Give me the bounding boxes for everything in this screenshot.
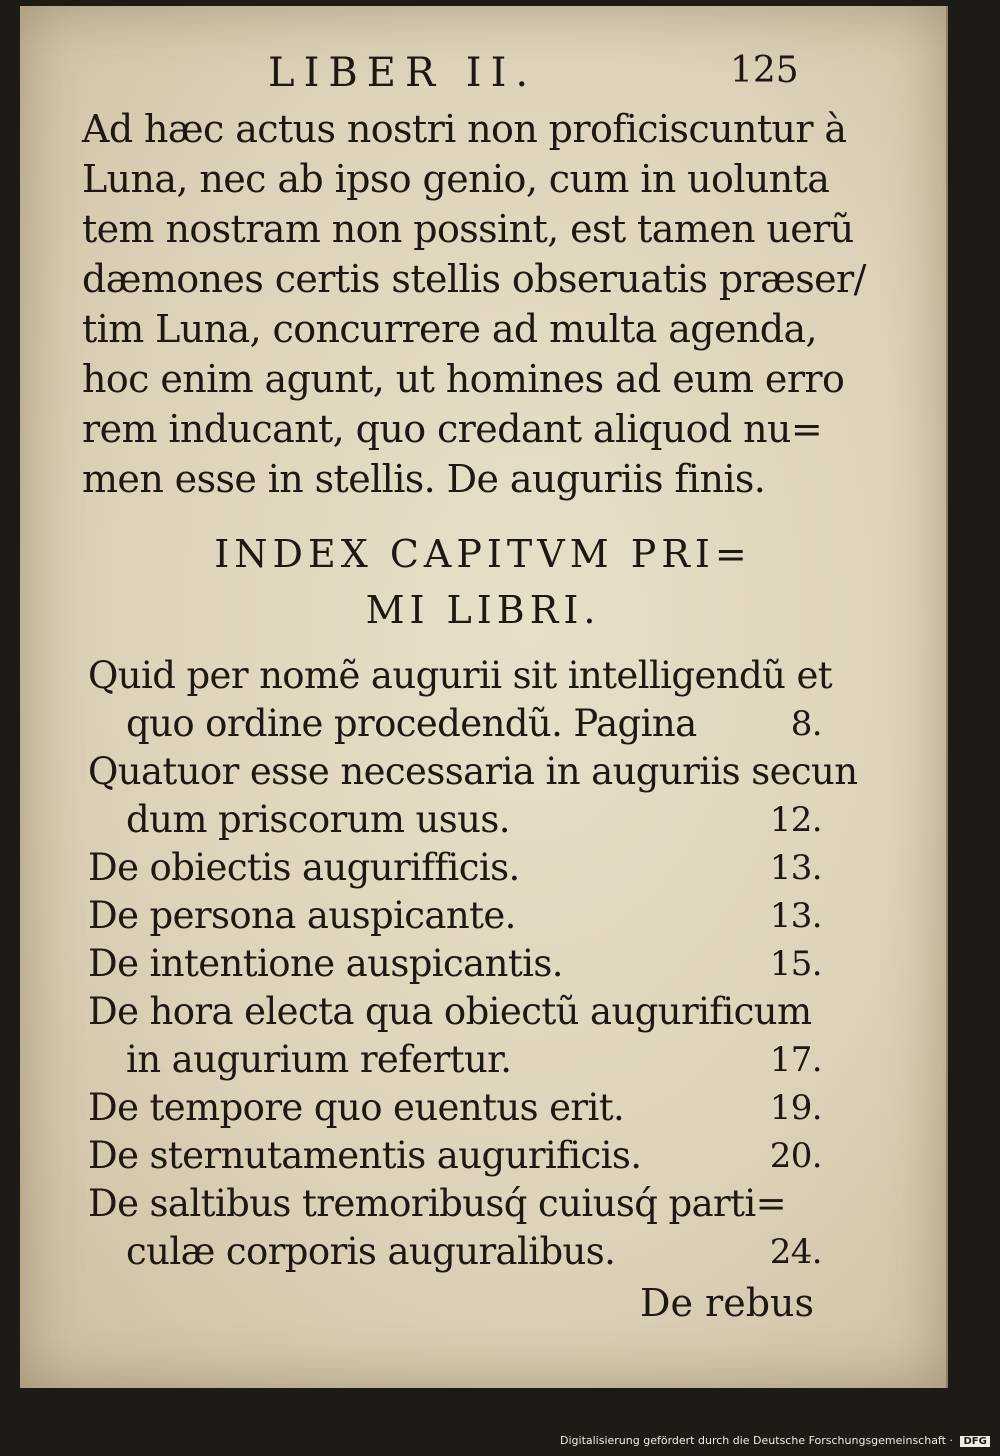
toc-entry — [88, 748, 858, 844]
catchword: De rebus — [640, 1281, 814, 1325]
toc-entry-line: De hora electa qua obiectũ augurificum — [88, 990, 812, 1033]
paragraph-line: rem inducant, quo credant aliquod nu= — [82, 407, 823, 451]
paragraph-line: dæmones certis stellis obseruatis præser/ — [82, 257, 866, 301]
toc-entry-line: in augurium refertur. — [126, 1038, 512, 1081]
running-title: LIBER II. — [268, 50, 538, 96]
table-of-contents — [88, 652, 858, 1276]
toc-page-number: 17. — [769, 1040, 822, 1080]
toc-page-number: 24. — [769, 1232, 822, 1272]
paragraph-line: tim Luna, concurrere ad multa agenda, — [82, 307, 817, 351]
toc-entry-line: dum priscorum usus. — [126, 798, 510, 841]
toc-entry-line: culæ corporis auguralibus. — [126, 1230, 616, 1273]
toc-entry — [88, 1132, 828, 1180]
paragraph-line: Ad hæc actus nostri non proficiscuntur à — [82, 107, 847, 151]
toc-entry-line: Quatuor esse necessaria in auguriis secun — [88, 750, 858, 793]
toc-page-number: 20. — [769, 1136, 822, 1176]
toc-page-number: 13. — [769, 848, 822, 888]
page-header — [20, 50, 946, 100]
toc-page-number: 13. — [769, 896, 822, 936]
book-page — [20, 6, 948, 1388]
toc-page-number: 19. — [769, 1088, 822, 1128]
toc-entry-line: De tempore quo euentus erit. — [88, 1086, 625, 1129]
paragraph-line: tem nostram non possint, est tamen uerũ — [82, 207, 854, 251]
footer-text: Digitalisierung gefördert durch die Deutsche Forschungsgemeinschaft — [560, 1434, 946, 1447]
toc-entry — [88, 892, 828, 940]
index-heading-line: MI LIBRI. — [365, 588, 601, 632]
toc-page-number: 15. — [769, 944, 822, 984]
page-number: 125 — [730, 50, 799, 91]
dfg-logo: DFG — [960, 1436, 989, 1447]
toc-entry-line: Quid per nomẽ augurii sit intelligendũ et — [88, 654, 833, 697]
toc-entry-line: De obiectis augurifficis. — [88, 846, 520, 889]
toc-entry-line: De persona auspicante. — [88, 894, 516, 937]
index-heading — [20, 526, 946, 638]
digitization-footer: Digitalisierung gefördert durch die Deutsche Forschungsgemeinschaft · DFG — [560, 1434, 990, 1447]
toc-entry — [88, 1180, 828, 1276]
toc-entry — [88, 1084, 828, 1132]
index-heading-line: INDEX CAPITVM PRI= — [214, 532, 752, 576]
toc-page-number: 8. — [790, 704, 822, 744]
toc-entry-line: quo ordine procedendũ. Pagina — [126, 702, 697, 745]
toc-entry — [88, 940, 828, 988]
toc-entry-line: De sternutamentis augurificis. — [88, 1134, 642, 1177]
paragraph-line: men esse in stellis. De auguriis finis. — [82, 457, 766, 501]
toc-entry — [88, 844, 828, 892]
paragraph-line: Luna, nec ab ipso genio, cum in uolunta — [82, 157, 830, 201]
toc-entry — [88, 652, 833, 748]
toc-entry-line: De saltibus tremoribusq́ cuiusq́ parti= — [88, 1182, 787, 1225]
paragraph-line: hoc enim agunt, ut homines ad eum erro — [82, 357, 845, 401]
toc-page-number: 12. — [769, 800, 822, 840]
closing-paragraph — [82, 104, 866, 504]
toc-entry-line: De intentione auspicantis. — [88, 942, 563, 985]
toc-entry — [88, 988, 828, 1084]
